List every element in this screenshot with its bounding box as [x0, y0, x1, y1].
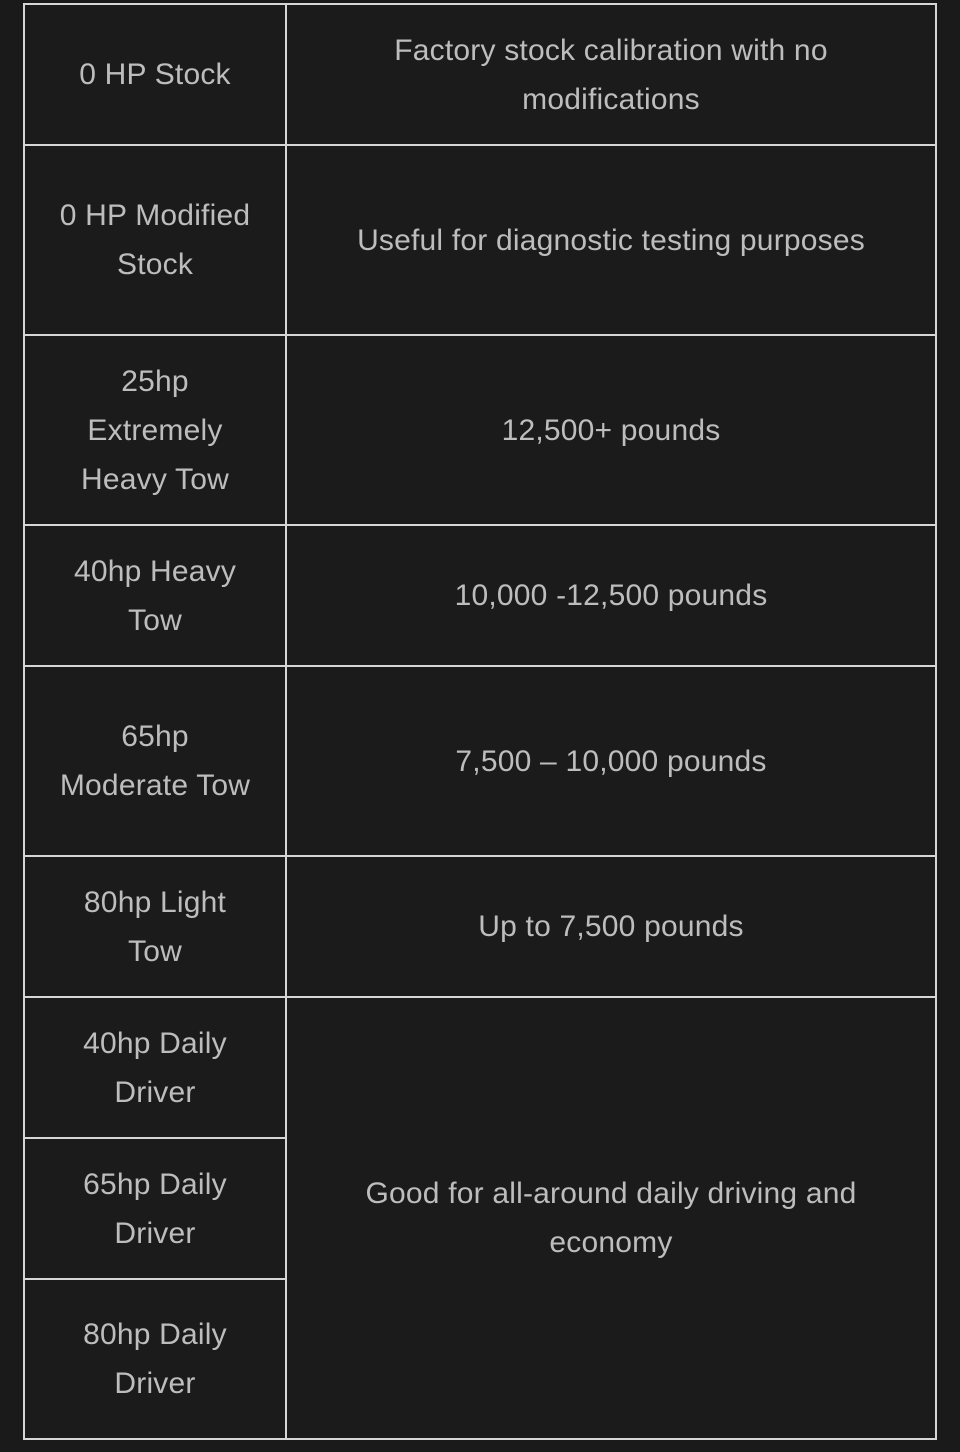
tune-name-cell: 0 HP Modified Stock: [24, 145, 286, 335]
table-row: [24, 666, 936, 856]
tune-description-cell: 12,500+ pounds: [286, 335, 936, 525]
tune-name-cell: 65hp Moderate Tow: [24, 666, 286, 856]
tune-description-cell: Useful for diagnostic testing purposes: [286, 145, 936, 335]
tune-name-cell: 80hp Daily Driver: [24, 1279, 286, 1439]
tune-name-cell: 40hp Daily Driver: [24, 997, 286, 1138]
tune-name-cell: 40hp Heavy Tow: [24, 525, 286, 666]
tune-name-cell: 25hp Extremely Heavy Tow: [24, 335, 286, 525]
tune-description-cell: 10,000 -12,500 pounds: [286, 525, 936, 666]
tune-description-cell: 7,500 – 10,000 pounds: [286, 666, 936, 856]
tune-description-cell: Factory stock calibration with no modifications: [286, 4, 936, 145]
table-row: [24, 145, 936, 335]
table-row: [24, 997, 936, 1138]
table-row: [24, 525, 936, 666]
tune-table: [23, 3, 937, 1440]
tune-name-cell: 0 HP Stock: [24, 4, 286, 145]
table-row: [24, 335, 936, 525]
tune-description-cell: Up to 7,500 pounds: [286, 856, 936, 997]
tune-description-cell: Good for all-around daily driving and economy: [286, 997, 936, 1439]
table-row: [24, 4, 936, 145]
tune-name-cell: 80hp Light Tow: [24, 856, 286, 997]
tune-name-cell: 65hp Daily Driver: [24, 1138, 286, 1279]
table-row: [24, 856, 936, 997]
